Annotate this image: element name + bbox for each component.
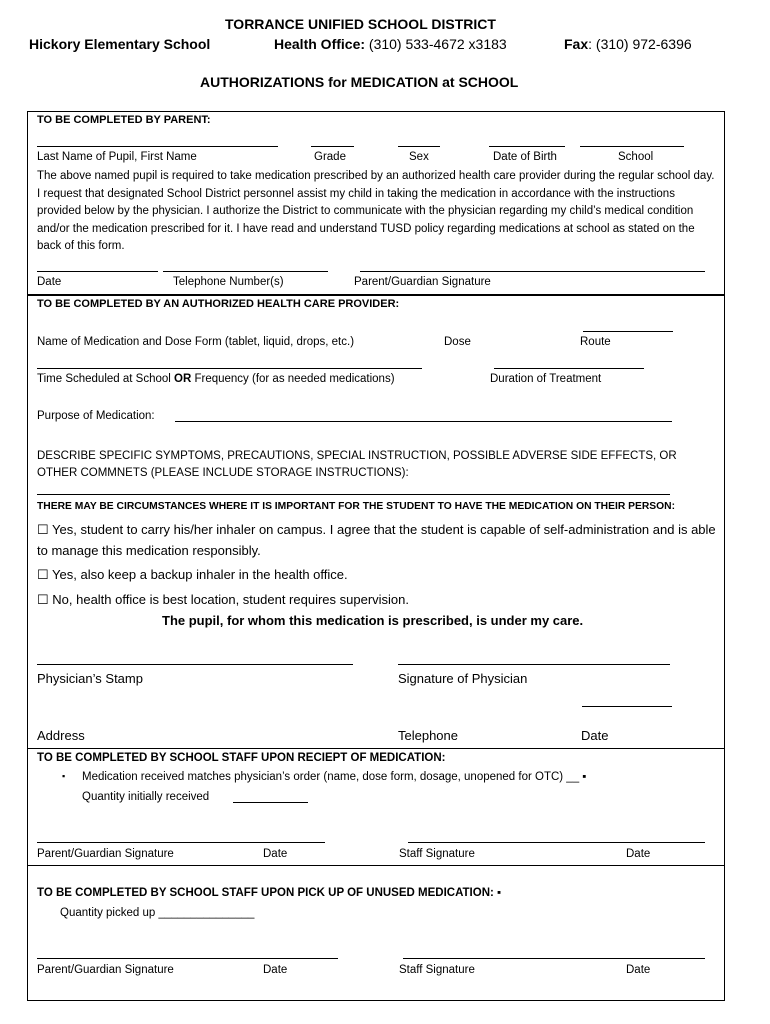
parent-phone-line[interactable] (163, 271, 328, 272)
dob-label: Date of Birth (493, 151, 557, 163)
physician-signature-line[interactable] (398, 664, 670, 665)
duration-line[interactable] (494, 368, 644, 369)
option-carry-inhaler[interactable]: ☐ Yes, student to carry his/her inhaler on campus. I agree that the student is capable of self-administration and is able to manage this medication responsibly. (37, 522, 716, 558)
parent-date-label: Date (37, 276, 62, 288)
time-scheduled-label (37, 373, 395, 387)
sex-label: Sex (409, 151, 429, 163)
pickup-section-title: TO BE COMPLETED BY SCHOOL STAFF UPON PICK UP OF UNUSED MEDICATION: ▪ (37, 887, 502, 899)
time-label-end: Frequency (for as needed medications) (191, 373, 395, 385)
receipt-parent-signature-line[interactable] (37, 842, 325, 843)
pupil-name-label: Last Name of Pupil, First Name (37, 151, 197, 163)
parent-phone-label: Telephone Number(s) (173, 276, 284, 288)
health-office-label: Health Office: (274, 36, 366, 52)
school-label: School (618, 151, 654, 163)
quantity-picked-up[interactable]: Quantity picked up _______________ (60, 907, 255, 919)
time-label-start: Time Scheduled at School (37, 373, 175, 385)
circumstances-heading: THERE MAY BE CIRCUMSTANCES WHERE IT IS IMPORTANT FOR THE STUDENT TO HAVE THE MEDICATION ON THEIR PERSON: (37, 501, 676, 512)
receipt-parent-date-label: Date (263, 848, 288, 860)
school-name: Hickory Elementary School (29, 36, 211, 52)
duration-label: Duration of Treatment (490, 373, 602, 385)
option-backup-inhaler[interactable]: ☐ Yes, also keep a backup inhaler in the health office. (37, 567, 348, 582)
receipt-bullet: ▪ (62, 771, 66, 781)
time-or: OR (174, 373, 192, 385)
sex-line[interactable] (398, 146, 440, 147)
fax-number: : (310) 972-6396 (588, 36, 692, 52)
address-label: Address (37, 728, 85, 743)
dob-line[interactable] (489, 146, 565, 147)
quantity-received-label: Quantity initially received (82, 791, 210, 803)
parent-date-line[interactable] (37, 271, 158, 272)
provider-section-title: TO BE COMPLETED BY AN AUTHORIZED HEALTH CARE PROVIDER: (37, 298, 400, 310)
quantity-received-line[interactable] (233, 802, 308, 803)
pickup-staff-date-label: Date (626, 964, 651, 976)
grade-label: Grade (314, 151, 346, 163)
option-health-office[interactable]: ☐ No, health office is best location, student requires supervision. (37, 592, 410, 607)
describe-line[interactable] (37, 494, 670, 495)
pickup-parent-signature-label: Parent/Guardian Signature (37, 964, 174, 976)
health-office (274, 36, 507, 52)
pupil-name-line[interactable] (37, 146, 278, 147)
receipt-section-title: TO BE COMPLETED BY SCHOOL STAFF UPON RECIEPT OF MEDICATION: (37, 752, 446, 764)
pickup-parent-signature-line[interactable] (37, 958, 338, 959)
describe-instructions: DESCRIBE SPECIFIC SYMPTOMS, PRECAUTIONS, SPECIAL INSTRUCTION, POSSIBLE ADVERSE SIDE EFFECTS, OR OTHER COMMNETS (PLEASE INCLUDE STORAGE INSTRUCTIONS): (37, 450, 677, 479)
physician-stamp-label: Physician’s Stamp (37, 671, 143, 686)
physician-signature-label: Signature of Physician (398, 671, 528, 686)
dose-label: Dose (444, 336, 471, 348)
form-title: AUTHORIZATIONS for MEDICATION at SCHOOL (200, 74, 519, 90)
purpose-label: Purpose of Medication: (37, 410, 155, 422)
time-scheduled-line[interactable] (37, 368, 422, 369)
parent-section-title: TO BE COMPLETED BY PARENT: (37, 114, 211, 126)
physician-date-label: Date (581, 728, 609, 743)
grade-line[interactable] (311, 146, 354, 147)
route-line[interactable] (583, 331, 673, 332)
parent-signature-line[interactable] (360, 271, 705, 272)
pickup-staff-signature-line[interactable] (403, 958, 705, 959)
care-statement: The pupil, for whom this medication is prescribed, is under my care. (162, 613, 584, 628)
receipt-parent-signature-label: Parent/Guardian Signature (37, 848, 174, 860)
fax (564, 36, 692, 52)
telephone-label: Telephone (398, 728, 458, 743)
receipt-staff-date-label: Date (626, 848, 651, 860)
physician-date-line[interactable] (582, 706, 672, 707)
pickup-parent-date-label: Date (263, 964, 288, 976)
pickup-staff-signature-label: Staff Signature (399, 964, 475, 976)
medication-label: Name of Medication and Dose Form (tablet, liquid, drops, etc.) (37, 336, 355, 348)
pickup-section (27, 865, 725, 1001)
receipt-matches-order[interactable]: Medication received matches physician’s order (name, dose form, dosage, unopened for OTC) __ ▪ (82, 771, 587, 783)
physician-stamp-line[interactable] (37, 664, 353, 665)
fax-label: Fax (564, 36, 589, 52)
purpose-line[interactable] (175, 421, 672, 422)
parent-signature-label: Parent/Guardian Signature (354, 276, 491, 288)
district-title: TORRANCE UNIFIED SCHOOL DISTRICT (225, 16, 496, 32)
route-label: Route (580, 336, 611, 348)
receipt-staff-signature-label: Staff Signature (399, 848, 475, 860)
school-line[interactable] (580, 146, 684, 147)
parent-statement: The above named pupil is required to take medication prescribed by an authorized health care provider during the regular school day. I request that designated School District personnel assist my child in taking the medication in accordance with the instructions provided below by the physician. I authorize the District to communicate with the physician regarding my child’s medical condition and/or the medication prescribed for it. I have read and understand TUSD policy regarding medications at school as stated on the back of this form. (37, 170, 715, 253)
receipt-staff-signature-line[interactable] (408, 842, 705, 843)
health-office-phone: (310) 533-4672 x3183 (368, 36, 507, 52)
